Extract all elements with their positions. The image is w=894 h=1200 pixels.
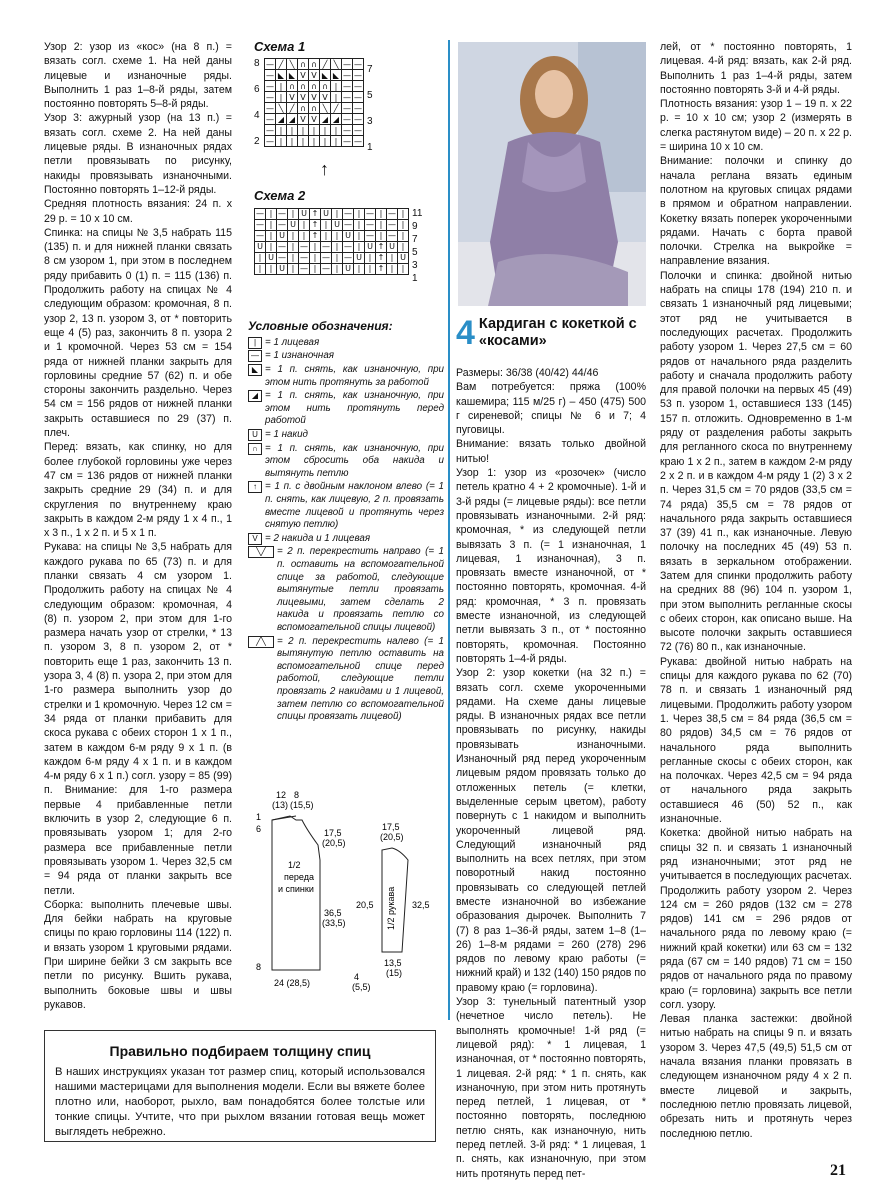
pattern-diagram <box>232 790 442 1000</box>
legend-item: U = 1 накид <box>248 429 444 442</box>
sleeve-bottom-4: (5,5) <box>352 982 371 992</box>
gauge-2-text: Плотность вязания: узор 1 – 19 п. х 22 р. = 10 х 10 см; узор 2 (измерять в слегка растянутом виде) – 20 п. х 22 р. = ширина 10 х 10 см. <box>660 98 852 154</box>
sleeve-right: 32,5 <box>412 900 430 910</box>
legend-item: ╲╱ = 2 п. перекрестить направо (= 1 п. оставить на вспомогательной спице за работой, следующие вытянутые петли провязать лицевыми, затем сделать 2 накида и провязать петлю со вспомогательной спицы лицевой) <box>248 546 444 634</box>
pattern-3-tunnel-text: Узор 3: тунельный патентный узор (нечетное число петель). Не выполнять кромочные! 1-й ряд (= лицевой ряд): * 1 лицевая, 1 изнаночная, от * постоянно повторять, 1 лицевая. 2-й ряд: * 1 п. снять, как изнаночную, при этом нить протянуть перед петлей, 1 лицевая, от * постоянно повторять, последнюю петлю снять, как изнаночную, нить перед петлей. 3-й ряд: * 1 лицевая, 1 п. снять, как изнаночную, при этом нить протянуть перед пет- <box>456 996 646 1180</box>
page-number: 21 <box>830 1162 846 1179</box>
up-arrow-icon: ↑ <box>320 159 329 180</box>
back-text: Спинка: на спицы № 3,5 набрать 115 (135) п. и для нижней планки связать 8 см узором 1, при этом в последнем ряду прибавить 0 (1) п. = 115 (136) п. Продолжить работу на спицах № 4 следующим образом: кромочная, 8 п. узор 2, 13 п. узором 3, от * повторить еще 4 (5) раз, закончить 8 п. узора 2 и 1 кромочной. Через 53 см = 154 ряда от нижней планки закрыть для горловины средние 57 (62) п. и обе стороны закончить раздельно. Через 54 см = 156 рядов от нижней планки закрыть оставшиеся по 29 (37) п. плеч. <box>44 226 232 440</box>
column-divider <box>448 40 450 1020</box>
dim-right-1: 17,5 <box>324 828 342 838</box>
sleeve-bottom-2: (15) <box>386 968 403 978</box>
fronts-back-text: Полочки и спинка: двойной нитью набрать на спицы 178 (194) 210 п. и связать 1 изнаночный ряд лицевыми; этот ряд не учитывается в последующих расчетах. Продолжить работу узором 1. Через 27,5 см = 60 рядов от начального ряда разделить работу и сначала продолжить работу для правой полочки на первых 45 (49) 53 п. узором 1, оставшиеся 133 (145) 157 п. отложить. Одновременно в 1-м ряду от разделения работы закрыть для регланного скоса по внутреннему краю 1 х 2 п., затем в каждом 2-м ряду 2 х 2 п. и в каждом 4-м ряду 1 (2) 3 х 2 п. Через 31,5 см = 70 рядов (33,5 см = 74 ряда) 35,5 см = 78 рядов от начального ряда закрыть оставшиеся 37 (39) 41 п., как изнаночные. Левую полочку на последних 45 (49) 53 п. вязать в зеркальном отображении. Затем для спинки продолжить работу на средних 88 (96) 104 п. узором 1, при этом выполнить регланные скосы с обеих сторон, как описано выше. На высоте полочки закрыть оставшиеся 72 (76) 80 п., как изнаночные. <box>660 269 852 654</box>
sleeve-top-2: (20,5) <box>380 832 404 842</box>
yoke-text: Кокетка: двойной нитью набрать на спицы 32 п. и связать 1 изнаночный ряд изнаночными; этот ряд не учитывается в последующих расчетах. Продолжить работу узором 2. Через 124 см = 260 рядов (132 см = 278 рядов) 141 см = 296 рядов от начального ряда по левому краю (= нижний край кокетки) или 63 см = 132 ряда (67 см = 140 рядов) 71 см = 150 рядов от начального ряда по правому краю (= горловина) закрыть все петли согл. узору. <box>660 827 852 1011</box>
dim-right-4: (33,5) <box>322 918 346 928</box>
dim-bottom: 24 (28,5) <box>274 978 311 988</box>
legend-item: ◢ = 1 п. снять, как изнаночную, при этом нить протянуть перед работой <box>248 390 444 428</box>
schema-1-left-numbers: 8 6 4 2 <box>254 58 260 148</box>
dim-top-3: 8 <box>294 790 300 800</box>
sizes-text: Размеры: 36/38 (40/42) 44/46 <box>456 367 599 379</box>
tip-box <box>44 1030 436 1142</box>
button-band-text: Левая планка застежки: двойной нитью набрать на спицы 9 п. и вязать узором 3. Через 47,5 (49,5) 51,5 см от начала вязания планки провязать в следующем изнаночном ряду 4 х 2 п. вместе лицевой и закрыть, последнюю петлю провязать лицевой, обрезать нить и протянуть через последнюю петлю. <box>660 1013 852 1140</box>
dim-right-3: 36,5 <box>324 908 342 918</box>
pattern-2-text: Узор 2: узор из «кос» (на 8 п.) = вязать согл. схеме 1. На ней даны лицевые и изнаночные ряды. Выполнить 1 раз 1–8-й ряды, затем постоянно повторять 5–8-й ряды. <box>44 41 232 111</box>
schema-2-grid: — | — | U ↑ U | — | — | — | — | — U | ↑ | U — | — | — | — | U | | ↑ | | U | — | — | U | — | — | — | — | U ↑ U | | U — | — | — | — U | ↑ | U | | U | — | — | U | | ↑ | | <box>254 208 409 275</box>
column-1 <box>44 40 232 1012</box>
piece-label-2: переда <box>284 872 314 882</box>
dim-top-2: (13) <box>272 800 289 810</box>
legend-title: Условные обозначения: <box>248 318 393 333</box>
sleeve-bottom-3: 4 <box>354 972 360 982</box>
sleeves-text: Рукава: на спицы № 3,5 набрать для каждого рукава по 65 (73) п. и для планки связать 4 см узором 1. Продолжить работу на спицах № 4 следующим образом: кромочная, 4 (8) п. узором 2, при этом для 1-го размера начать узор от стрелки, * 13 п. узором 3, 8 п. узором 2, от * повторить еще 1 раз, закончить 13 п. узора 3, 4 (8) п. узора 2, при этом для 1-го размера выполнить узор до стрелки и 1 кромочную. Через 12 см = 34 ряда от планки прибавить для скоса рукава с обеих сторон 1 х 1 п., затем в каждом 6-м ряду 9 х 1 п. (в каждом 6-м ряду 4 х 1 п. и в каждом 4-м ряду 6 х 1 п.) согл. узору = 85 (99) п. Внимание: для 1-го размера первые 4 прибавленные петли включить в узор 2, следующие 6 п. провязывать узором 1; для 2-го размера все прибавленные петли провязывать узором 1. Через 32,5 см = 94 ряда от планки закрыть все петли. <box>44 541 232 897</box>
piece-label-1: 1/2 <box>288 860 301 870</box>
column-3 <box>456 366 646 1181</box>
section-heading <box>456 316 646 350</box>
dim-top-1: 12 <box>276 790 287 800</box>
section-title: Кардиган с кокеткой с «косами» <box>478 316 637 349</box>
column-4 <box>660 40 852 1141</box>
sleeve-top-1: 17,5 <box>382 822 400 832</box>
column-2 <box>248 40 444 725</box>
dim-bottom-left: 8 <box>256 962 262 972</box>
piece-label-3: и спинки <box>278 884 314 894</box>
legend-item: V = 2 накида и 1 лицевая <box>248 533 444 546</box>
sleeves-2-text: Рукава: двойной нитью набрать на спицы для каждого рукава по 62 (70) 78 п. и связать 1 изнаночный ряд лицевыми. Продолжить работу узором 1. Через 38,5 см = 84 ряда (36,5 см = 80 рядов) 34,5 см = 76 рядов от начального ряда выполнить регланные скосы с обеих сторон, как на полочках. Через 42,5 см = 94 ряда от начального ряда закрыть оставшиеся 46 (50) 52 п., как изнаночные. <box>660 655 852 826</box>
attention-2-text: Внимание: полочки и спинку до начала реглана вязать единым полотном на круговых спицах рядами в прямом и обратном направлении. Кокетку вязать поперек укороченными рядами. Начать с борта правой полочки. Стрелка на выкройке = направление вязания. <box>660 155 852 268</box>
legend-item: | = 1 лицевая <box>248 337 444 350</box>
dim-top-4: (15,5) <box>290 800 314 810</box>
attention-text: Внимание: вязать только двойной нитью! <box>456 438 646 465</box>
schema-1-title: Схема 1 <box>254 39 306 54</box>
legend <box>248 319 444 724</box>
tip-box-text: В наших инструкциях указан тот размер спиц, который использовался нашими мастерицами для выполнения модели. Если вы вяжете более плотно или, наоборот, рыхло, вам понадобятся более толстые или тонкие спицы. Учтите, что при рыхлом вязании готовая вещь может выглядеть небрежно. <box>55 1066 425 1138</box>
assembly-text: Сборка: выполнить плечевые швы. Для бейки набрать на круговые спицы по краю горловины 114 (122) п. и вязать узором 1 круговыми рядами. При ширине бейки 3 см закрыть все петли по рисунку. Вшить рукава, выполнить боковые швы и швы рукавов. <box>44 898 232 1011</box>
dim-left-2: 6 <box>256 824 262 834</box>
sleeve-label: 1/2 рукава <box>386 886 396 930</box>
schema-1-right-numbers: 7 5 3 1 <box>367 64 373 154</box>
schema-1 <box>254 39 444 180</box>
schema-2 <box>254 189 444 284</box>
pattern-3-text: Узор 3: ажурный узор (на 13 п.) = вязать согл. схеме 2. На ней даны лицевые ряды. В изнаночных рядах петли провязывать по рисунку, накиды провязывать изнаночными. Постоянно повторять 1–12-й ряды. <box>44 112 232 196</box>
legend-item: ◣ = 1 п. снять, как изнаночную, при этом нить протянуть за работой <box>248 364 444 389</box>
dim-right-2: (20,5) <box>322 838 346 848</box>
legend-item: ╱╲ = 2 п. перекрестить налево (= 1 вытянутую петлю оставить на вспомогательной спице перед работой, следующие петли провязать 2 накидами и 1 лицевой, затем петлю со вспомогательной спицы провязать лицевой) <box>248 636 444 724</box>
legend-item: — = 1 изнаночная <box>248 350 444 363</box>
legend-item: ↑ = 1 п. с двойным наклоном влево (= 1 п. снять, как лицевую, 2 п. провязать вместе лицевой и протянуть через снятую петлю) <box>248 481 444 531</box>
schema-2-title: Схема 2 <box>254 188 306 204</box>
legend-item: ∩ = 1 п. снять, как изнаночную, при этом сбросить оба накида и вытянуть петлю <box>248 443 444 481</box>
continued-text: лей, от * постоянно повторять, 1 лицевая. 4-й ряд: вязать, как 2-й ряд. Выполнить 1 раз 1–4-й ряды, затем постоянно повторять 3-й и 4-й ряды. <box>660 41 852 96</box>
front-text: Перед: вязать, как спинку, но для более глубокой горловины уже через 47 см = 136 рядов от нижней планки закрыть средние 29 (34) п. и для скругления по внутреннему краю закрыть в каждом 2-м ряду 1 х 4 п., 1 х 3 п., 1 х 2 п. и 5 х 1 п. <box>44 441 232 540</box>
sleeve-left: 20,5 <box>356 900 374 910</box>
sleeve-bottom-1: 13,5 <box>384 958 402 968</box>
gauge-text: Средняя плотность вязания: 24 п. х 29 р. = 10 х 10 см. <box>44 198 232 225</box>
schema-1-grid: — ╱ ╲ ∩ ∩ ╱ ╲ — — — ◣ ◣ V V ◣ ◣ — — — | ∩ ∩ ∩ ∩ | — — — | V V V V | — — — ╲ ╱ ∩ ∩ ╲ ╱ — — — ◢ ◢ V V ◢ ◢ — — — | | | | | | — — — | | | | | | — — <box>266 59 362 146</box>
pattern-2-yoke-text: Узор 2: узор кокетки (на 32 п.) = вязать согл. схеме укороченными рядами. На схеме даны лицевые ряды. В изнаночных рядах все петли провязывать по рисунку, накиды провязывать изнаночными. Изнаночный ряд перед укороченным лицевым рядом провязать только до отложенных петель (= клетки, выделенные серым цветом), работу повернуть с 1 накидом и выполнить укороченный лицевой ряд. Следующий изнаночный ряд выполнить на всех петлях, при этом поворотный накид постоянно провязывать со следующей петлей вместе изнаночной во избежание образования дырочек. Выполнить 7 (7) 8 раз 1–36-й ряды, затем 1–8 (1–26) 1–8-м рядами = 260 (278) 296 рядов по левому краю работы (= нижний край) и 132 (140) 150 рядов по правому краю (= горловина). <box>456 667 646 994</box>
section-number: 4 <box>456 314 475 352</box>
pattern-1-text: Узор 1: узор из «розочек» (число петель кратно 4 + 2 кромочные). 1-й и 3-й ряды (= лицевые ряды): все петли провязывать изнаночными. 2-й ряд: кромочная, * из следующей петли вывязать 3 п. (= 1 изнаночная, 1 лицевая, 1 изнаночная), 3 п. провязать вместе изнаночной, от * постоянно повторять, кромочная. 4-й ряд: кромочная, * 3 п. провязать вместе изнаночной, из следующей петли вывязать 3 п., от * постоянно повторять, кромочная. Постоянно повторять 1–4-й ряды. <box>456 467 646 665</box>
schema-2-numbers: 11 9 7 5 3 1 <box>412 207 423 284</box>
materials-text: Вам потребуется: пряжа (100% кашемира; 115 м/25 г) – 450 (475) 500 г сиреневой; спицы № 6 и 7; 4 пуговицы. <box>456 381 646 437</box>
tip-box-title: Правильно подбираем толщину спиц <box>109 1043 371 1059</box>
model-photo <box>458 42 646 306</box>
dim-left-1: 1 <box>256 812 262 822</box>
